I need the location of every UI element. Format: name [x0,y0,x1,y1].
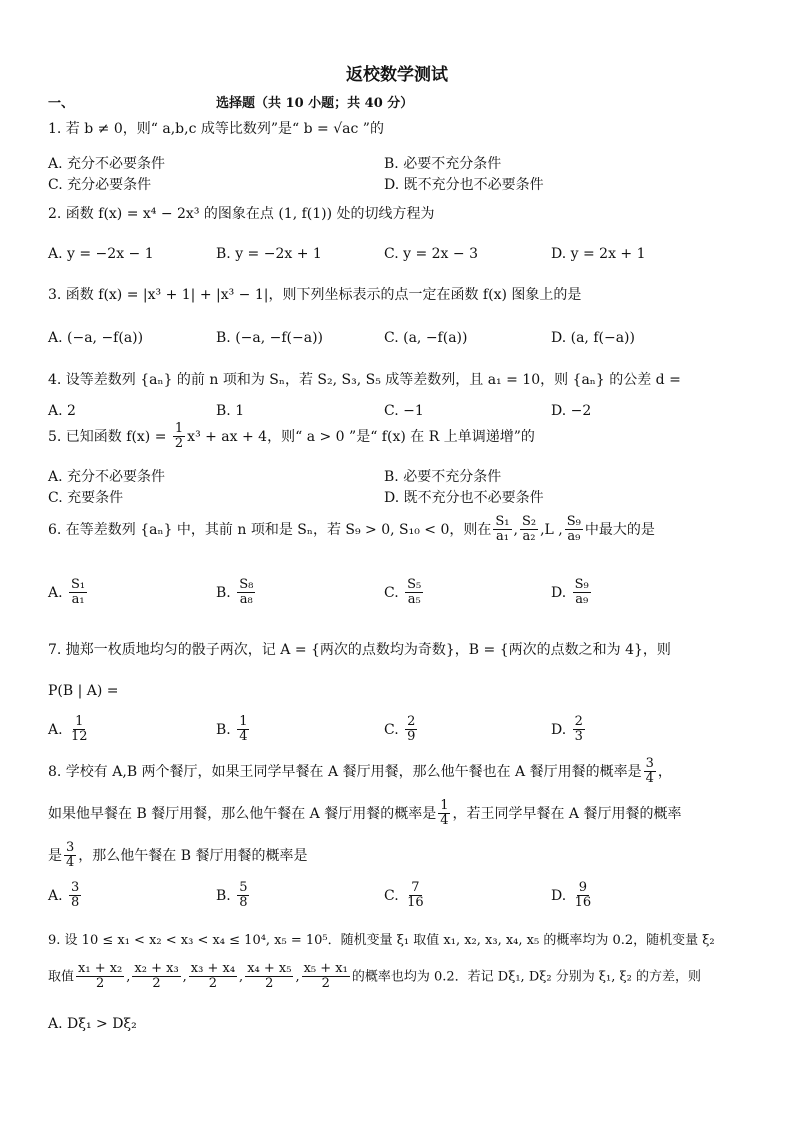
q6-seq-frac-2 [520,515,538,545]
q8-c-num: 7 [411,880,420,895]
q8-option-c [384,881,428,911]
q8-d-num: 9 [578,880,588,895]
q3-option-c: C. (a, −f(a)) [384,330,468,346]
question-1-stem: 1. 若 b ≠ 0，则“ a,b,c 成等比数列”是“ b = √ac ”的 [48,121,384,137]
q8-l1-frac [644,757,656,787]
q9-frac-5-den: 2 [321,976,330,992]
q7-option-d-frac [573,715,585,745]
q8-a-num: 3 [71,880,80,895]
q7-option-a-frac [69,715,90,745]
q7-option-c-letter: C. [384,721,399,738]
q6-d-num: S₉ [574,577,589,592]
section-title: 选择题（共 10 小题；共 40 分） [216,96,414,111]
q7-a-num: 1 [75,714,84,729]
q8-l3-frac [64,841,76,871]
q4-option-c: C. −1 [384,403,424,419]
q6-d-den: a₉ [575,592,589,608]
q6-seq-9-den: a₉ [567,529,581,545]
q6-option-d-frac [573,578,591,608]
q7-option-c [384,715,419,745]
q8-l2-num: 1 [440,798,449,813]
q2-option-a: A. y = −2x − 1 [48,246,154,262]
q7-option-b-frac [237,715,249,745]
q6-option-d-letter: D. [551,584,567,601]
q5-stem-post: x³ + ax + 4，则“ a > 0 ”是“ f(x) 在 R 上单调递增”的 [187,428,535,445]
q6-stem-pre: 6. 在等差数列 {aₙ} 中，其前 n 项和是 Sₙ，若 S₉ > 0, S₁₀ < 0，则在 [48,521,492,538]
q8-b-den: 8 [239,895,248,911]
q9-frac-4-num: x₄ + x₅ [247,961,292,976]
q8-option-a [48,881,83,911]
question-4-stem: 4. 设等差数列 {aₙ} 的前 n 项和为 Sₙ，若 S₂, S₃, S₅ 成等差数列，且 a₁ = 10，则 {aₙ} 的公差 d = [48,372,681,388]
q8-option-b-frac [237,881,249,911]
q6-option-d [551,578,593,608]
q7-option-b [216,715,251,745]
q8-a-den: 8 [71,895,80,911]
q6-seq-2-den: a₂ [522,529,536,545]
q6-option-b-frac [237,578,255,608]
q5-stem-pre: 5. 已知函数 f(x) = [48,428,171,445]
q6-a-num: S₁ [71,577,86,592]
q9-frac-3 [189,962,237,992]
q6-b-den: a₈ [239,592,253,608]
page-title: 返校数学测试 [346,65,448,85]
q8-d-den: 16 [574,895,592,911]
q6-c-den: a₅ [407,592,421,608]
q1-option-a: A. 充分不必要条件 [48,156,166,172]
q9-frac-2-den: 2 [152,976,161,992]
q1-option-d: D. 既不充分也不必要条件 [384,177,544,193]
question-6-stem [48,515,655,545]
q9-frac-4-den: 2 [265,976,274,992]
q6-seq-1-num: S₁ [495,514,510,529]
q9-option-a: A. Dξ₁ > Dξ₂ [48,1016,137,1032]
q6-option-a-letter: A. [48,584,63,601]
q2-option-b: B. y = −2x + 1 [216,246,322,262]
q6-seq-ellipsis: ,L , [540,521,563,538]
q8-option-d-frac [573,881,594,911]
question-8-line-2 [48,799,682,829]
q9-frac-2 [132,962,180,992]
section-number: 一、 [48,96,75,111]
q5-option-b: B. 必要不充分条件 [384,469,502,485]
q5-fraction-numerator: 1 [174,421,184,436]
q8-option-a-letter: A. [48,887,63,904]
q4-option-d: D. −2 [551,403,592,419]
q8-l3-pre: 是 [48,847,62,864]
q8-option-b [216,881,251,911]
q8-l1-pre: 8. 学校有 A,B 两个餐厅，如果王同学早餐在 A 餐厅用餐，那么他午餐也在 A 餐厅用餐的概率是 [48,763,642,780]
q8-option-d-letter: D. [551,887,567,904]
q8-option-c-letter: C. [384,887,399,904]
q1-option-c: C. 充分必要条件 [48,177,152,193]
question-9-line-1: 9. 设 10 ≤ x₁ < x₂ < x₃ < x₄ ≤ 10⁴, x₅ = 10⁵．随机变量 ξ₁ 取值 x₁, x₂, x₃, x₄, x₅ 的概率均为 0.2，随机变量 ξ₂ [48,933,715,948]
question-7-stem-cont: P(B | A) = [48,683,119,699]
q9-frac-3-num: x₃ + x₄ [190,961,236,976]
q8-b-num: 5 [239,880,248,895]
q8-option-b-letter: B. [216,887,231,904]
q6-seq-frac-9 [565,515,583,545]
q8-l3-num: 3 [66,840,75,855]
q9-frac-4 [245,962,293,992]
q6-option-b-letter: B. [216,584,231,601]
q7-d-den: 3 [574,729,583,745]
q7-d-num: 2 [574,714,583,729]
q6-option-c [384,578,425,608]
question-2-stem: 2. 函数 f(x) = x⁴ − 2x³ 的图象在点 (1, f(1)) 处的切线方程为 [48,206,435,222]
q9-frac-5 [302,962,350,992]
q9-frac-1-den: 2 [96,976,105,992]
q8-l2-frac [438,799,450,829]
q7-option-a [48,715,92,745]
q7-option-c-frac [405,715,417,745]
q7-option-b-letter: B. [216,721,231,738]
q6-option-a-frac [69,578,87,608]
q8-l2-post: ，若王同学早餐在 A 餐厅用餐的概率 [452,805,682,822]
q6-stem-post: 中最大的是 [584,521,655,538]
q6-option-a [48,578,89,608]
q8-l1-num: 3 [645,756,654,771]
q8-l3-post: ，那么他午餐在 B 餐厅用餐的概率是 [78,847,308,864]
q4-option-a: A. 2 [48,403,76,419]
q6-seq-2-num: S₂ [521,514,537,529]
q6-b-num: S₈ [239,577,254,592]
q7-option-a-letter: A. [48,721,63,738]
q6-option-b [216,578,257,608]
question-8-line-3 [48,841,307,871]
question-9-line-2: 取值 $\frac{\text{x₁ + x₂}}{2}$ , $\frac{\text{x₂ + x₃}}{2}$ , $\frac{\text{x₃ + x₄}}{2}$ , $\frac{\text{x₄ + x₅}}{2}$ , $\frac{\text{x₅ + x₁}}{2}$ 的概率也均为 0.2．若记 Dξ₁, Dξ₂ 分别为 ξ₁, ξ₂ 的方差，则 [48,961,702,992]
q8-l1-den: 4 [645,771,654,787]
q9-frac-3-den: 2 [208,976,218,992]
q5-option-c: C. 充要条件 [48,490,124,506]
q7-b-den: 4 [239,729,248,745]
question-5-stem [48,422,535,452]
q8-option-d [551,881,595,911]
q6-seq-frac-1 [493,515,511,545]
q9-frac-1 [76,962,124,992]
q3-option-a: A. (−a, −f(a)) [48,330,144,346]
q8-c-den: 16 [407,895,424,911]
question-8-line-1 [48,757,672,787]
q3-option-b: B. (−a, −f(−a)) [216,330,324,346]
q4-option-b: B. 1 [216,403,245,419]
q6-option-c-letter: C. [384,584,399,601]
question-7-stem: 7. 抛郑一枚质地均匀的骰子两次，记 A = {两次的点数均为奇数}，B = {两次的点数之和为 4}，则 [48,642,671,658]
q6-c-num: S₅ [407,577,422,592]
q8-option-a-frac [69,881,81,911]
q6-seq-1-den: a₁ [495,529,509,545]
q5-option-d: D. 既不充分也不必要条件 [384,490,544,506]
q8-option-c-frac [405,881,426,911]
q9-frac-1-num: x₁ + x₂ [78,961,123,976]
q8-l1-post: ， [657,763,672,780]
q9-frac-5-num: x₅ + x₁ [303,961,348,976]
q5-option-a: A. 充分不必要条件 [48,469,166,485]
q9-l2-pre: 取值 [48,969,75,985]
q7-c-den: 9 [407,729,416,745]
q2-option-c: C. y = 2x − 3 [384,246,478,262]
q8-l3-den: 4 [66,855,75,871]
q6-a-den: a₁ [71,592,85,608]
q8-l2-pre: 如果他早餐在 B 餐厅用餐，那么他午餐在 A 餐厅用餐的概率是 [48,805,437,822]
q3-option-d: D. (a, f(−a)) [551,330,635,346]
q8-l2-den: 4 [440,813,449,829]
q6-option-c-frac [405,578,423,608]
q7-a-den: 12 [71,729,88,745]
q7-b-num: 1 [239,714,248,729]
q7-option-d-letter: D. [551,721,567,738]
q7-option-d [551,715,587,745]
q5-fraction [173,422,185,452]
q6-seq-9-num: S₉ [566,514,581,529]
q9-frac-2-num: x₂ + x₃ [134,961,179,976]
q1-option-b: B. 必要不充分条件 [384,156,502,172]
q7-c-num: 2 [407,714,416,729]
q9-l2-post: 的概率也均为 0.2．若记 Dξ₁, Dξ₂ 分别为 ξ₁, ξ₂ 的方差，则 [351,969,702,985]
q5-fraction-denominator: 2 [174,436,184,452]
q6-seq-sep: , [513,521,518,538]
question-3-stem: 3. 函数 f(x) = |x³ + 1| + |x³ − 1|，则下列坐标表示的点一定在函数 f(x) 图象上的是 [48,287,582,303]
q2-option-d: D. y = 2x + 1 [551,246,646,262]
